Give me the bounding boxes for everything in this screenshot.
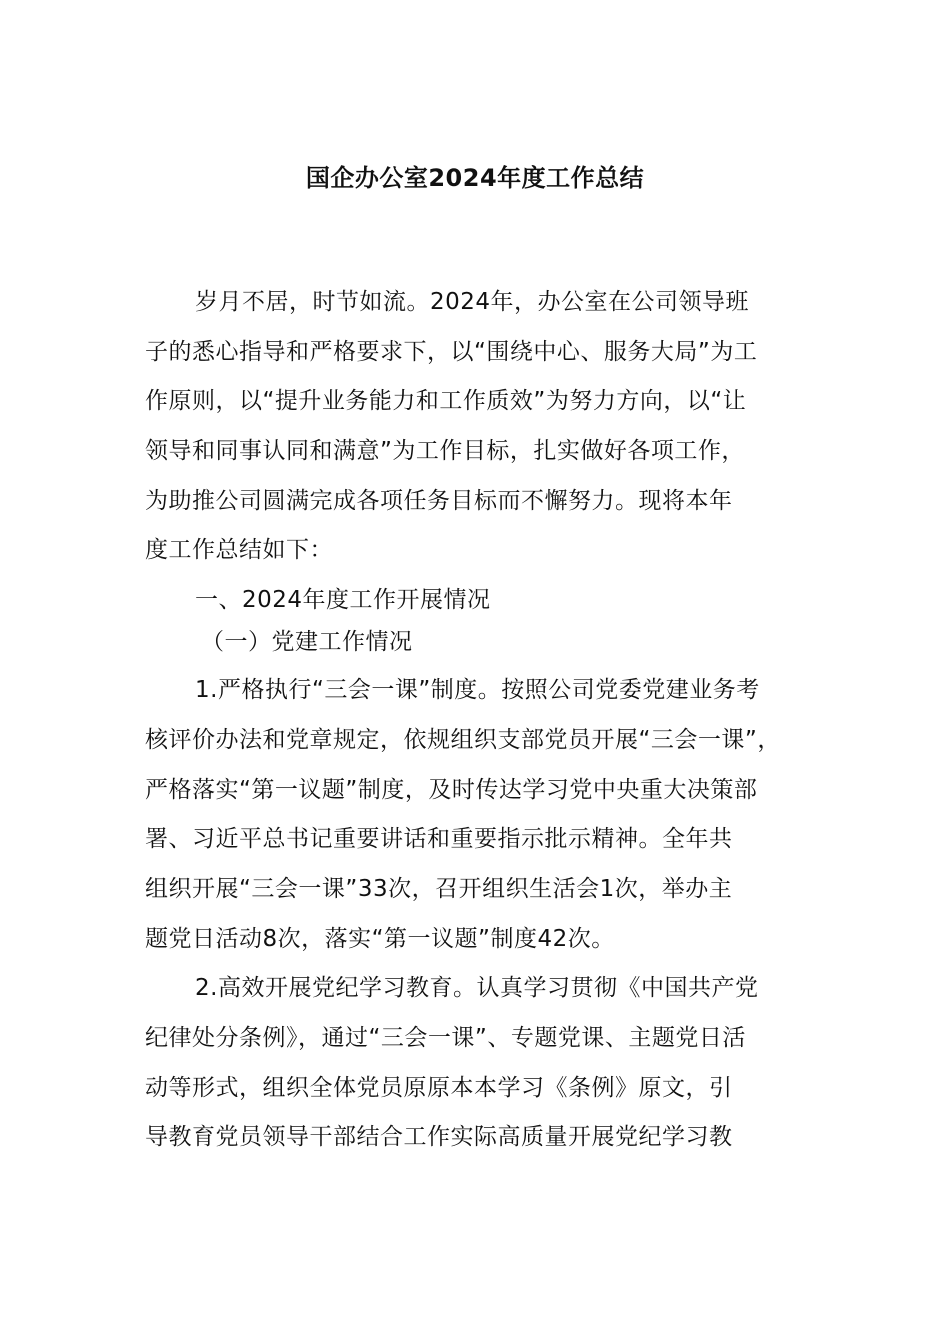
paragraph-line: 组织开展“三会一课”33次，召开组织生活会1次，举办主 (145, 875, 733, 902)
paragraph-line: 岁月不居，时节如流。2024年，办公室在公司领导班 (195, 289, 750, 315)
paragraph-line: 子的悉心指导和严格要求下，以“围绕中心、服务大局”为工 (145, 338, 758, 365)
paragraph-line: 2.高效开展党纪学习教育。认真学习贯彻《中国共产党 (195, 975, 759, 1002)
paragraph-line: 严格落实“第一议题”制度，及时传达学习党中央重大决策部 (145, 776, 758, 803)
section-heading: 一、2024年度工作开展情况 (195, 587, 491, 614)
subsection-heading: （一）党建工作情况 (201, 629, 413, 656)
paragraph-line: 领导和同事认同和满意”为工作目标，扎实做好各项工作， (145, 438, 745, 465)
paragraph-line: 纪律处分条例》，通过“三会一课”、专题党课、主题党日活 (145, 1024, 746, 1051)
document-body (145, 282, 835, 1167)
paragraph-line: 度工作总结如下： (145, 537, 333, 564)
paragraph-line: 核评价办法和党章规定，依规组织支部党员开展“三会一课”， (145, 726, 781, 753)
paragraph-line: 动等形式，组织全体党员原原本本学习《条例》原文，引 (145, 1074, 733, 1101)
paragraph-line: 题党日活动8次，落实“第一议题”制度42次。 (145, 925, 615, 952)
paragraph-line: 署、习近平总书记重要讲话和重要指示批示精神。全年共 (145, 826, 733, 853)
paragraph-line: 1.严格执行“三会一课”制度。按照公司党委党建业务考 (195, 677, 760, 704)
paragraph-line: 为助推公司圆满完成各项任务目标而不懈努力。现将本年 (145, 487, 733, 514)
document-title: 国企办公室2024年度工作总结 (305, 164, 645, 192)
paragraph-line: 导教育党员领导干部结合工作实际高质量开展党纪学习教 (145, 1124, 733, 1151)
paragraph-line: 作原则，以“提升业务能力和工作质效”为努力方向，以“让 (145, 388, 747, 415)
